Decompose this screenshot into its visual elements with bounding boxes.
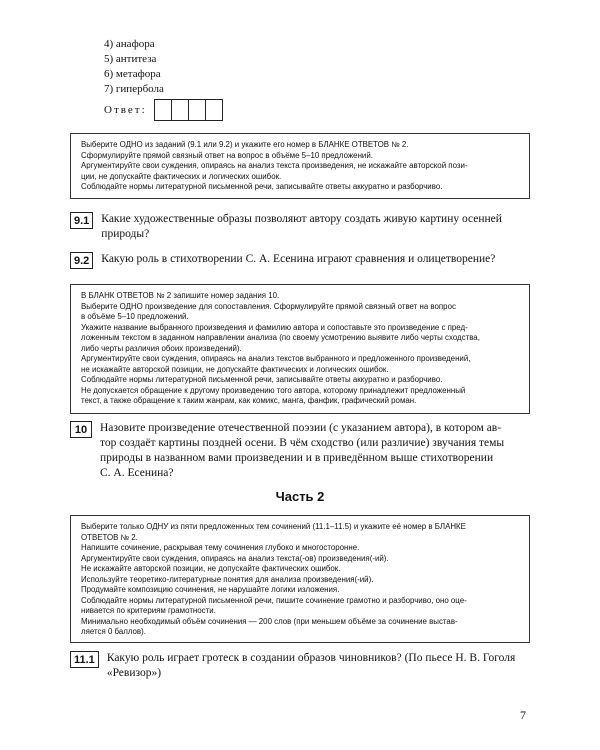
instruction-line: Укажите название выбранного произведения и фамилию автора и сопоставьте это произведение с пред- [81, 322, 468, 332]
answer-cells [155, 99, 223, 121]
answer-row [104, 99, 223, 121]
instruction-line: текст, а также обращение к таким жанрам, как комикс, манга, фанфик, графический роман. [81, 396, 417, 405]
instruction-line: Сформулируйте прямой связный ответ на вопрос в объёме 5–10 предложений. [81, 150, 373, 160]
instruction-line: Напишите сочинение, раскрывая тему сочинения глубоко и многосторонне. [81, 543, 360, 552]
task-number: 10 [70, 421, 92, 438]
instruction-line: Используйте теоретико-литературные понятия для анализа произведения(-ий). [81, 574, 374, 584]
task-number: 11.1 [70, 651, 99, 668]
instruction-line: Не допускается обращение к другому произведению того автора, которому принадлежит предложенный [81, 385, 466, 395]
task-line: Назовите произведение отечественной поэзии (с указанием автора), в котором ав- [100, 422, 502, 434]
instruction-line: Выберите ОДНО произведение для сопоставления. Сформулируйте прямой связный ответ на вопрос [81, 301, 456, 311]
instruction-line: Продумайте композицию сочинения, не нарушайте логики изложения. [81, 585, 340, 594]
instruction-line: Соблюдайте нормы литературной письменной речи, записывайте ответы аккуратно и разборчиво. [81, 375, 443, 384]
task-10 [70, 421, 530, 481]
instruction-line: в объёме 5–10 предложений. [81, 312, 189, 321]
answer-cell[interactable] [154, 99, 172, 121]
answer-label: Ответ: [104, 104, 147, 116]
instruction-line: ОТВЕТОВ № 2. [81, 532, 138, 542]
answer-cell[interactable] [205, 99, 223, 121]
task-number: 9.2 [70, 252, 93, 269]
answer-options-list [104, 37, 164, 97]
answer-cell[interactable] [188, 99, 206, 121]
page-number: 7 [520, 708, 526, 722]
option-item: 4) анафора [104, 38, 155, 50]
task-text [100, 421, 504, 481]
task-number: 9.1 [70, 212, 93, 229]
task-line: Какую роль играет гротеск в создании образов чиновников? (По пьесе Н. В. Гоголя [106, 652, 516, 664]
instruction-line: ции, не допускайте фактических и логических ошибок. [81, 171, 282, 181]
instruction-line: Минимально необходимый объём сочинения — 200 слов (при меньшем объёме за сочинение выстав- [81, 616, 458, 626]
instruction-line: Соблюдайте нормы литературной письменной речи, пишите сочинение грамотно и разборчиво, оно оце- [81, 595, 467, 605]
instruction-line: не искажайте авторской позиции, не допускайте фактических и логических ошибок. [81, 364, 389, 374]
part-2-heading: Часть 2 [275, 489, 325, 504]
option-item: 7) гипербола [104, 83, 164, 95]
task-line: «Ревизор») [106, 667, 162, 679]
instruction-line: нивается по критериям грамотности. [81, 606, 216, 615]
instruction-line: ляется 0 баллов). [81, 627, 146, 636]
task-line: Какие художественные образы позволяют автору создать живую картину осенней [101, 213, 502, 225]
task-line: природы? [101, 228, 150, 240]
task-9-1 [70, 212, 530, 242]
instruction-line: ложенным текстом в заданном направлении анализа (по своему усмотрению выявите либо черты сходства, [81, 333, 480, 342]
task-line: Какую роль в стихотворении С. А. Есенина играют сравнения и олицетворение? [101, 253, 496, 265]
instruction-line: Аргументируйте свои суждения, опираясь на анализ текста(-ов) произведения(-ий). [81, 553, 389, 563]
instruction-line: Аргументируйте свои суждения, опираясь на анализ текстов выбранного и предложенного произведений, [81, 354, 471, 363]
instruction-line: либо черты различия обоих произведений). [81, 343, 242, 353]
instruction-line: В БЛАНК ОТВЕТОВ № 2 запишите номер задания 10. [81, 291, 280, 300]
task-line: природы в названном вами произведении и в приведённом выше стихотворении [100, 452, 494, 464]
task-text [107, 651, 515, 681]
instruction-line: Не искажайте авторской позиции, не допускайте фактических ошибок. [81, 564, 341, 573]
instruction-line: Выберите ОДНО из заданий (9.1 или 9.2) и укажите его номер в БЛАНКЕ ОТВЕТОВ № 2. [81, 140, 409, 149]
task-9-2 [70, 252, 530, 269]
task-text [101, 252, 495, 267]
task-line: тор создаёт картины поздней осени. В чём сходство (или различие) звучания темы [100, 437, 505, 449]
instruction-line: Соблюдайте нормы литературной письменной речи, записывайте ответы аккуратно и разборчиво. [81, 182, 443, 191]
answer-cell[interactable] [171, 99, 189, 121]
task-text [101, 212, 502, 242]
option-item: 6) метафора [104, 68, 161, 80]
instruction-line: Выберите только ОДНУ из пяти предложенных тем сочинений (11.1–11.5) и укажите её номер в БЛАНКЕ [81, 522, 466, 531]
instruction-box-task9 [70, 133, 530, 199]
task-line: С. А. Есенина? [100, 467, 174, 479]
instruction-box-task10 [70, 284, 530, 414]
instruction-line: Аргументируйте свои суждения, опираясь на анализ текста произведения, не искажайте авторской пози- [81, 161, 468, 170]
instruction-box-part2 [70, 515, 530, 643]
task-11-1 [70, 651, 530, 681]
option-item: 5) антитеза [104, 53, 157, 65]
